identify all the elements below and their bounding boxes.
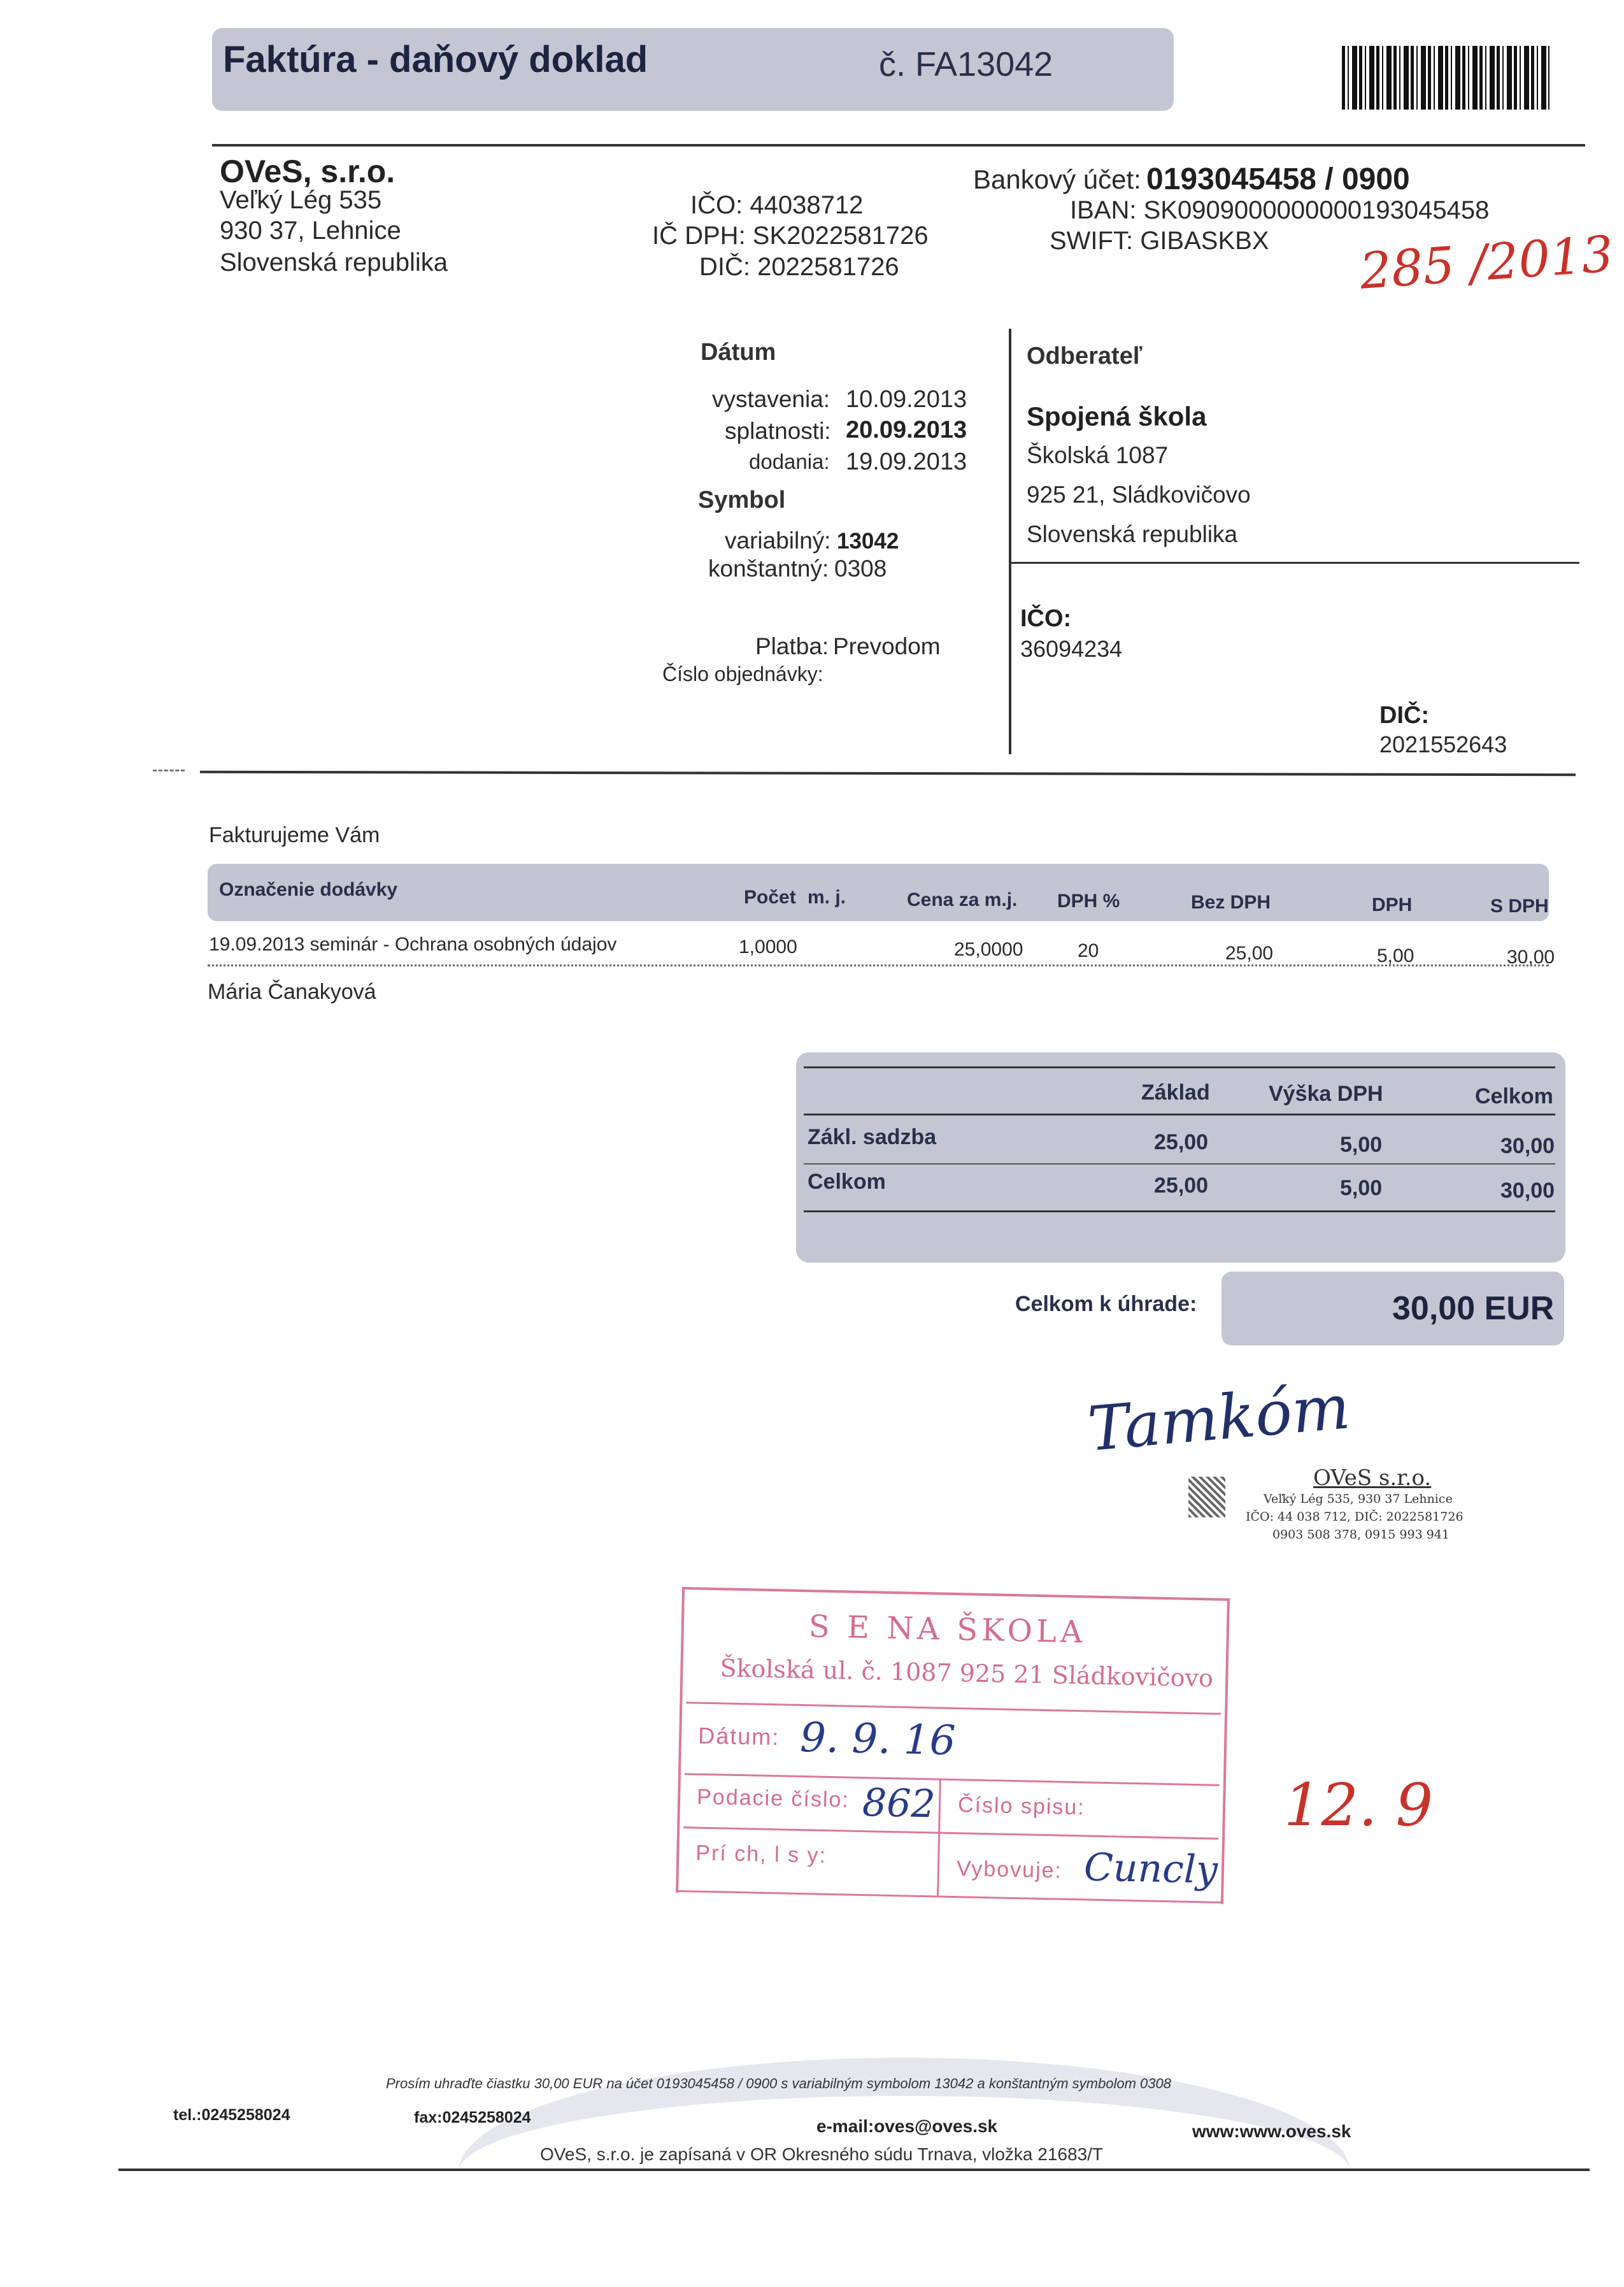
footer-fax: fax:0245258024: [414, 2109, 531, 2126]
footer-email: e-mail:oves@oves.sk: [816, 2116, 998, 2136]
due-date: 20.09.2013: [846, 417, 967, 443]
customer-rule: [1011, 562, 1579, 564]
item-gross: 30,00: [1507, 947, 1555, 968]
customer-heading: Odberateľ: [1027, 343, 1143, 369]
footer-payment-note: Prosím uhraďte čiastku 30,00 EUR na účet 0193045458 / 0900 s variabilným symbolom 13042 a konštantným symbolom 0308: [386, 2076, 1171, 2091]
supplier-country: Slovenská republika: [220, 248, 448, 276]
summary-row-label: Zákl. sadzba: [808, 1125, 937, 1149]
summary-header-rule: [804, 1114, 1555, 1115]
supplier-street: Veľký Lég 535: [220, 186, 382, 214]
delivery-date: 19.09.2013: [846, 448, 967, 475]
school-stamp-attachments-label: Prí ch, l s y:: [695, 1840, 827, 1868]
iban: IBAN: SK0909000000000193045458: [1070, 196, 1490, 224]
supplier-stamp-logo: [1188, 1477, 1225, 1517]
supplier-city: 930 37, Lehnice: [220, 217, 401, 245]
col-vat: DPH: [1372, 894, 1413, 915]
item-description: 19.09.2013 seminár - Ochrana osobných údajov: [209, 934, 617, 955]
supplier-stamp-line3: 0903 508 378, 0915 993 941: [1272, 1528, 1450, 1542]
summary-row-rule: [804, 1163, 1555, 1165]
bank-account-value: 0193045458 / 0900: [1146, 162, 1410, 196]
footer-registry: OVeS, s.r.o. je zapísaná v OR Okresného súdu Trnava, vložka 21683/T: [540, 2144, 1104, 2164]
customer-dic: 2021552643: [1379, 731, 1507, 757]
col-unit-price: Cena za m.j.: [907, 889, 1018, 910]
supplier-icdph: IČ DPH: SK2022581726: [652, 222, 929, 250]
item-vat-rate: 20: [1078, 940, 1099, 961]
summary-total-total: 30,00: [1500, 1179, 1555, 1203]
item-vat: 5,00: [1377, 945, 1414, 966]
total-due-value: 30,00 EUR: [1392, 1290, 1555, 1327]
items-header-bar: [208, 864, 1549, 921]
school-stamp-address: Školská ul. č. 1087 925 21 Sládkovičovo: [720, 1654, 1214, 1693]
school-stamp-filing-value: 862: [862, 1781, 936, 1827]
constant-symbol: 0308: [834, 556, 887, 582]
delivery-label: dodania:: [749, 450, 830, 473]
school-stamp-title: S E NA ŠKOLA: [808, 1609, 1087, 1651]
footer-swoosh: [459, 2058, 1350, 2287]
handwritten-reference: 285 /2013: [1358, 226, 1616, 301]
school-stamp-handler-value: Cuncly: [1083, 1845, 1218, 1893]
school-stamp: [676, 1587, 1230, 1904]
margin-mark: [153, 770, 185, 771]
dates-heading: Dátum: [701, 339, 776, 366]
header-rule: [212, 144, 1585, 147]
invoice-title: Faktúra - daňový doklad: [223, 39, 648, 80]
customer-ico-label: IČO:: [1020, 605, 1072, 632]
summary-bottom-rule: [804, 1210, 1555, 1212]
footer-web: www:www.oves.sk: [1192, 2121, 1351, 2141]
customer-ico: 36094234: [1020, 636, 1123, 662]
col-description: Označenie dodávky: [219, 879, 398, 900]
issued-label: vystavenia:: [712, 386, 830, 412]
supplier-stamp-line1: Veľký Lég 535, 930 37 Lehnice: [1264, 1492, 1453, 1506]
summary-row-total: 30,00: [1500, 1134, 1555, 1158]
item-net: 25,00: [1225, 943, 1274, 964]
barcode: [1342, 46, 1549, 110]
school-stamp-date-value: 9. 9. 16: [799, 1714, 957, 1765]
intro-text: Fakturujeme Vám: [209, 823, 380, 847]
bank-account-label: Bankový účet:: [973, 164, 1141, 194]
issued-date: 10.09.2013: [846, 386, 967, 413]
summary-row-base: 25,00: [1154, 1130, 1209, 1154]
payment-label: Platba:: [755, 633, 829, 659]
symbol-heading: Symbol: [698, 487, 786, 513]
customer-street: Školská 1087: [1027, 442, 1169, 468]
school-stamp-date-label: Dátum:: [697, 1722, 780, 1751]
supplier-ico: IČO: 44038712: [690, 191, 864, 219]
school-stamp-file-label: Číslo spisu:: [957, 1793, 1086, 1820]
customer-dic-label: DIČ:: [1379, 702, 1430, 729]
supplier-name: OVeS, s.r.o.: [220, 154, 395, 189]
supplier-dic: DIČ: 2022581726: [699, 253, 899, 281]
customer-city: 925 21, Sládkovičovo: [1027, 482, 1251, 508]
swift: SWIFT: GIBASKBX: [1050, 227, 1269, 255]
col-gross: S DPH: [1490, 896, 1549, 917]
school-stamp-handler-label: Vybovuje:: [956, 1856, 1063, 1883]
variable-label: variabilný:: [725, 527, 831, 554]
col-unit: m. j.: [808, 887, 846, 908]
order-number-label: Číslo objednávky:: [662, 663, 823, 685]
variable-symbol: 13042: [837, 529, 899, 554]
col-quantity: Počet: [744, 887, 796, 908]
due-label: splatnosti:: [725, 418, 831, 444]
summary-total-vat: 5,00: [1340, 1176, 1383, 1200]
item-note: Mária Čanakyová: [208, 980, 376, 1004]
item-unit-price: 25,0000: [954, 939, 1023, 960]
footer-rule: [118, 2169, 1590, 2171]
customer-name: Spojená škola: [1027, 401, 1207, 431]
section-rule: [200, 771, 1576, 777]
supplier-stamp-line2: IČO: 44 038 712, DIČ: 2022581726: [1246, 1510, 1464, 1524]
summary-row-vat: 5,00: [1340, 1133, 1383, 1157]
handwritten-note: 12. 9: [1284, 1771, 1434, 1839]
col-net: Bez DPH: [1191, 892, 1271, 913]
summary-col-base: Základ: [1141, 1080, 1210, 1105]
supplier-stamp-name: OVeS s.r.o.: [1313, 1465, 1432, 1491]
item-quantity: 1,0000: [739, 936, 797, 957]
row-dotted-line: [208, 964, 1549, 966]
footer-tel: tel.:0245258024: [173, 2106, 290, 2124]
payment-value: Prevodom: [833, 633, 941, 659]
total-due-label: Celkom k úhrade:: [1015, 1292, 1197, 1316]
summary-col-vat: Výška DPH: [1269, 1082, 1383, 1106]
customer-country: Slovenská republika: [1027, 521, 1238, 547]
summary-total-label: Celkom: [808, 1170, 886, 1194]
summary-total-base: 25,00: [1154, 1173, 1209, 1198]
school-stamp-filing-label: Podacie číslo:: [696, 1784, 850, 1812]
summary-col-total: Celkom: [1475, 1084, 1553, 1108]
constant-label: konštantný:: [708, 556, 829, 582]
customer-divider: [1009, 329, 1011, 754]
summary-top-rule: [804, 1066, 1555, 1068]
col-vat-rate: DPH %: [1057, 891, 1120, 912]
signature: Tamkóm: [1085, 1371, 1353, 1465]
invoice-number: č. FA13042: [879, 45, 1053, 83]
